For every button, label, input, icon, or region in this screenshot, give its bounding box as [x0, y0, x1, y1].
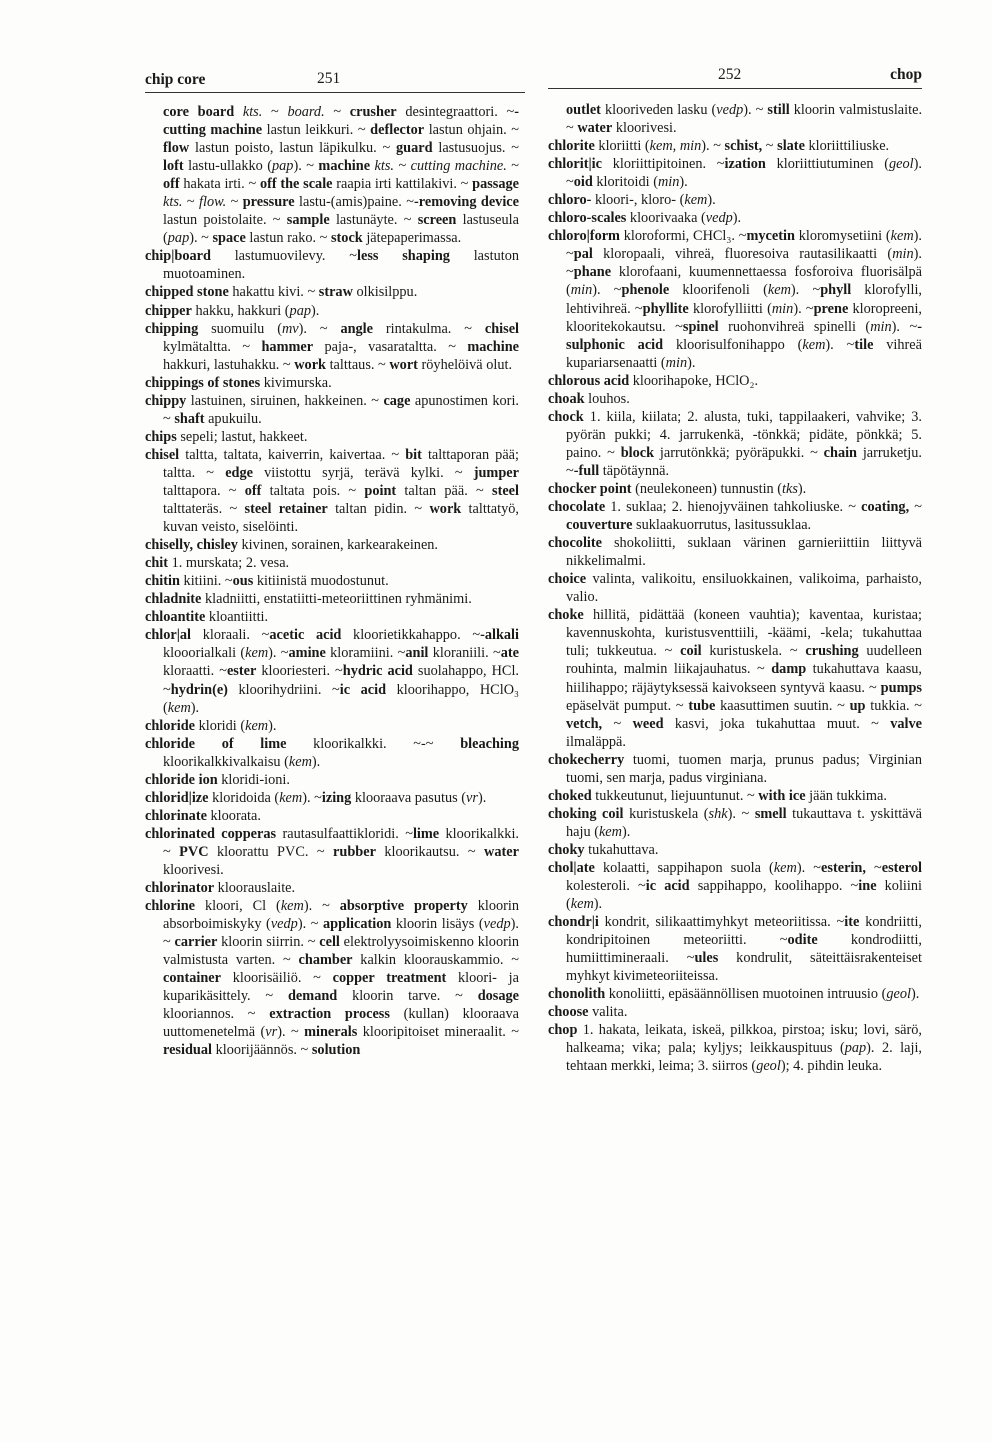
dictionary-entry: chipped stone hakattu kivi. ~ straw olkisilppu. [145, 284, 418, 301]
dictionary-entry: chol|ate kolaatti, sappihapon suola (kem). ~esterin, ~esterol kolesteroli. ~ic acid sappihappo, koolihappo. ~ine koliini (kem). [548, 859, 922, 913]
dictionary-entry: chlorit|ic kloriittipitoinen. ~ization kloriittiutuminen (geol). ~oid kloritoidi (min). [548, 156, 922, 191]
dictionary-entry: chipper hakku, hakkuri (pap). [145, 302, 320, 319]
dictionary-entry: chitin kitiini. ~ous kitiinistä muodostunut. [145, 573, 389, 590]
dictionary-entry: chloro|form kloroformi, CHCl₃. ~mycetin kloromysetiini (kem). ~pal kloropaali, vihreä, fluoresoiva rautasilikaatti (min). ~phane klorofaani, kuumennettaessa fosforoiva fluorisälpä (min). ~phenole kloorifenoli (kem). ~phyll klorofylli, lehtivihreä. ~phyllite klorofylliitti (min). ~prene kloropreeni, klooritekokautsu. ~spinel ruohonvihreä spinelli (min). ~-sulphonic acid kloorisulfonihappo (kem). ~tile vihreä kupariarsenaatti (min). [548, 228, 923, 371]
dictionary-entry: choke hillitä, pidättää (koneen vauhtia); kaventaa, kuristaa; kavennuskohta, kuristusventtiili, -käämi, -kela; tukahuttaa tuli; tukkeutua. ~ coil kuristuskela. ~ crushing uudelleen rouhinta, malmin liikajauhatus. ~ damp tukahuttava kaasu, hiilihappo; räjäytyksessä kaivokseen syntyvä kaasu. ~ pumps epäselvät pumput. ~ tube kaasuttimen suutin. ~ up tukkia. ~ vetch, ~ weed kasvi, joka tukahuttaa muut. ~ valve ilmaläppä. [548, 607, 922, 750]
dictionary-entry: chocker point (neulekoneen) tunnustin (tks). [548, 480, 807, 497]
left-guide-word: chip core [145, 71, 206, 88]
dictionary-entry: chladnite kladniitti, enstatiitti-meteoriittinen ryhmänimi. [145, 591, 472, 608]
right-column [548, 101, 922, 1076]
dictionary-entry: chippy lastuinen, siruinen, hakkeinen. ~ cage apunostimen kori. ~ shaft apukuilu. [145, 392, 519, 427]
dictionary-entry: choking coil kuristuskela (shk). ~ smell tukauttava t. yskittävä haju (kem). [548, 805, 923, 840]
dictionary-entry: chiselly, chisley kivinen, sorainen, karkearakeinen. [145, 537, 439, 554]
dictionary-entry: chop 1. hakata, leikata, iskeä, pilkkoa, pirstoa; isku; lovi, särö, halkeama; vika; pala; kyljys; leikkauspituus (pap). 2. laji, tehtaan merkki, leima; 3. siirros (geol); 4. pihdin leuka. [548, 1022, 922, 1075]
dictionary-entry: choose valita. [548, 1004, 628, 1021]
dictionary-entry: chlorous acid kloorihapoke, HClO₂. [548, 372, 759, 389]
dictionary-entry: choked tukkeutunut, liejuuntunut. ~ with ice jään tukkima. [548, 787, 887, 804]
dictionary-entry: chlorine kloori, Cl (kem). ~ absorptive property kloorin absorboimiskyky (vedp). ~ application kloorin lisäys (vedp). ~ carrier kloorin siirrin. ~ cell elektrolyysoimiskenno kloorin valmistusta varten. ~ chamber kalkin kloorauskammio. ~ container kloorisäiliö. ~ copper treatment kloori- ja kuparikäsittely. ~ demand kloorin tarve. ~ dosage klooriannos. ~ extraction process (kullan) klooraava uuttomenetelmä (vr). ~ minerals klooripitoiset mineraalit. ~ residual kloorijäännös. ~ solution [145, 898, 520, 1059]
dictionary-entry: chips sepeli; lastut, hakkeet. [145, 428, 308, 445]
dictionary-entry: choice valinta, valikoitu, ensiluokkainen, valikoima, parhaisto, valio. [548, 571, 922, 606]
dictionary-entry: chloride of lime kloorikalkki. ~-~ bleaching kloorikalkkivalkaisu (kem). [145, 735, 519, 770]
dictionary-entry: chocolate 1. suklaa; 2. hienojyväinen tahkoliuske. ~ coating, ~ couverture suklaakuorrutus, lasitussuklaa. [548, 499, 922, 534]
dictionary-entry: chonolith konoliitti, epäsäännöllisen muotoinen intruusio (geol). [548, 986, 920, 1003]
right-guide-word: chop [890, 66, 922, 83]
left-header-rule [145, 92, 525, 93]
right-header-rule [548, 88, 922, 89]
dictionary-entry: chocolite shokoliitti, suklaan värinen garnieriittiin liittyvä nikkelimalmi. [548, 535, 922, 570]
dictionary-entry: chit 1. murskata; 2. vesa. [145, 555, 290, 572]
dictionary-entry: choky tukahuttava. [548, 841, 659, 858]
dictionary-entry: chloantite kloantiitti. [145, 609, 269, 626]
dictionary-entry: core board kts. ~ board. ~ crusher desintegraattori. ~-cutting machine lastun leikkuri. ~ deflector lastun ohjain. ~ flow lastun poisto, lastun läpikulku. ~ guard lastusuojus. ~ loft lastu-ullakko (pap). ~ machine kts. ~ cutting machine. ~ off hakata irti. ~ off the scale raapia irti kattilakivi. ~ passage kts. ~ flow. ~ pressure lastu-(amis)paine. ~-removing device lastun poistolaite. ~ sample lastunäyte. ~ screen lastuseula (pap). ~ space lastun rako. ~ stock jätepaperimassa. [163, 104, 520, 247]
right-page-number: 252 [718, 66, 742, 83]
left-column [145, 103, 519, 1059]
dictionary-entry: chlorinated copperas rautasulfaattikloridi. ~lime kloorikalkki. ~ PVC kloorattu PVC. ~ rubber kloorikautsu. ~ water kloorivesi. [145, 825, 519, 878]
dictionary-entry: chokecherry tuomi, tuomen marja, prunus padus; Virginian tuomi, sen marja, padus virginiana. [548, 751, 922, 786]
dictionary-entry: chlorinator kloorauslaite. [145, 880, 296, 897]
right-page-header [548, 66, 922, 90]
dictionary-entry: chock 1. kiila, kiilata; 2. alusta, tuki, tappilaakeri, vahvike; 3. pyörän pukki; 4. jarrukenkä, -tönkkä; pidäte, pönkkä; 5. paino. ~ block jarrutönkkä; pyöräpukki. ~ chain jarruketju. ~-full täpötäynnä. [548, 408, 922, 479]
dictionary-entry: outlet klooriveden lasku (vedp). ~ still kloorin valmistuslaite. ~ water kloorivesi. [566, 102, 923, 137]
dictionary-entry: chloride ion kloridi-ioni. [145, 771, 290, 788]
left-page-header [145, 66, 523, 90]
dictionary-entry: chipping suomuilu (mv). ~ angle rintakulma. ~ chisel kylmätaltta. ~ hammer paja-, vasarataltta. ~ machine hakkuri, lastuhakku. ~ work talttaus. ~ wort röyhelöivä olut. [145, 320, 520, 373]
dictionary-entry: chlorid|ize kloridoida (kem). ~izing klooraava pasutus (vr). [145, 789, 487, 806]
dictionary-entry: chippings of stones kivimurska. [145, 374, 332, 391]
dictionary-entry: chlorinate kloorata. [145, 807, 261, 824]
dictionary-entry: chloride kloridi (kem). [145, 717, 277, 734]
dictionary-entry: chip|board lastumuovilevy. ~less shaping lastuton muotoaminen. [145, 248, 519, 283]
dictionary-entry: chondr|i kondrit, silikaattimyhkyt meteoriitissa. ~ite kondriitti, kondripitoinen meteoriitti. ~odite kondrodiitti, humiittimineraali. ~ules kondrulit, säteittäisrakenteiset myhkyt kivimeteoriiteissa. [548, 914, 922, 985]
left-page-number: 251 [317, 70, 341, 87]
dictionary-entry: chloro-scales kloorivaaka (vedp). [548, 210, 742, 227]
dictionary-entry: choak louhos. [548, 390, 630, 407]
dictionary-entry: chlor|al kloraali. ~acetic acid kloorietikkahappo. ~-alkali klooorialkali (kem). ~amine kloramiini. ~anil kloraniili. ~ate kloraatti. ~ester klooriesteri. ~hydric acid suolahappo, HCl. ~hydrin(e) kloorihydriini. ~ic acid kloorihappo, HClO₃ (kem). [145, 627, 520, 716]
dictionary-entry: chloro- kloori-, kloro- (kem). [548, 192, 716, 209]
dictionary-entry: chlorite kloriitti (kem, min). ~ schist, ~ slate kloriittiliuske. [548, 138, 890, 155]
dictionary-entry: chisel taltta, taltata, kaiverrin, kaivertaa. ~ bit talttaporan pää; taltta. ~ edge viistottu syrjä, terävä kylki. ~ jumper talttapora. ~ off taltata pois. ~ point taltan pää. ~ steel talttateräs. ~ steel retainer taltan pidin. ~ work talttatyö, kuvan veisto, siselöinti. [145, 446, 519, 536]
